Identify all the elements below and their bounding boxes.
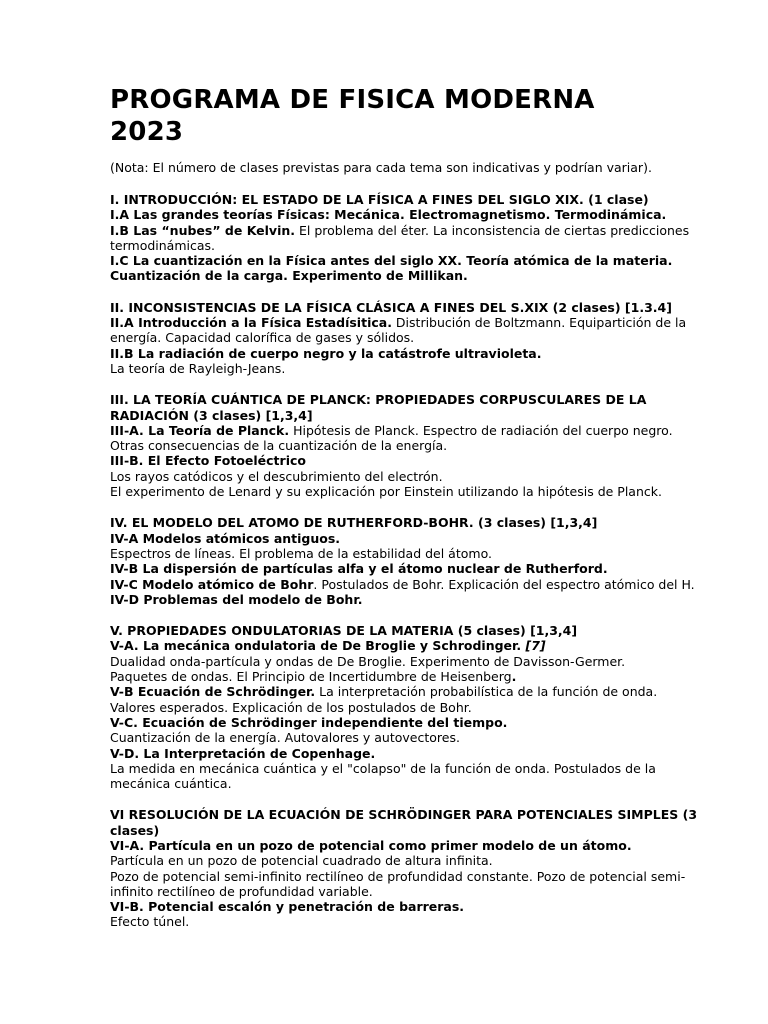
section-line <box>110 315 705 330</box>
line-text: El experimento de Lenard y su explicación por Einstein utilizando la hipótesis de Planck. <box>110 484 662 500</box>
subsection-title: III-A. La Teoría de Planck. <box>110 422 290 438</box>
line-text: Paquetes de ondas. El Principio de Incertidumbre de Heisenberg <box>110 669 512 685</box>
section-heading-continued: RADIACIÓN (3 clases) [1,3,4] <box>110 407 313 423</box>
section-line <box>110 776 705 791</box>
section-line <box>110 253 705 268</box>
section-heading: V. PROPIEDADES ONDULATORIAS DE LA MATERIA (5 clases) [1,3,4] <box>110 623 578 639</box>
line-text: El problema del éter. La inconsistencia de ciertas predicciones <box>295 222 690 238</box>
line-text: mecánica cuántica. <box>110 776 232 792</box>
section-s3 <box>110 392 705 499</box>
section-line <box>110 684 705 699</box>
subsection-title: V-D. La Interpretación de Copenhage. <box>110 745 376 761</box>
subsection-title: IV-D Problemas del modelo de Bohr. <box>110 591 363 607</box>
section-line <box>110 453 705 468</box>
section-line <box>110 592 705 607</box>
subsection-title: Cuantización de la carga. Experimento de Millikan. <box>110 268 468 284</box>
line-text: Dualidad onda-partícula y ondas de De Broglie. Experimento de Davisson-Germer. <box>110 653 626 669</box>
section-heading-continued: clases) <box>110 822 160 838</box>
section-heading: VI RESOLUCIÓN DE LA ECUACIÓN DE SCHRÖDINGER PARA POTENCIALES SIMPLES (3 <box>110 807 698 823</box>
section-line <box>110 700 705 715</box>
section-line <box>110 638 705 653</box>
line-text: La interpretación probabilística de la función de onda. <box>315 684 658 700</box>
sections-container <box>110 192 705 930</box>
subsection-title: V-A. La mecánica ondulatoria de De Broglie y Schrodinger. <box>110 638 522 654</box>
document-page <box>110 84 705 946</box>
subsection-title: VI-A. Partícula en un pozo de potencial como primer modelo de un átomo. <box>110 837 632 853</box>
section-line <box>110 469 705 484</box>
section-s6 <box>110 807 705 929</box>
subsection-title: V-C. Ecuación de Schrödinger independiente del tiempo. <box>110 714 508 730</box>
note-text: (Nota: El número de clases previstas para cada tema son indicativas y podrían variar). <box>110 160 652 175</box>
line-text: La teoría de Rayleigh-Jeans. <box>110 360 286 376</box>
line-text: Cuantización de la energía. Autovalores y autovectores. <box>110 730 460 746</box>
section-line <box>110 346 705 361</box>
section-line <box>110 330 705 345</box>
section-line <box>110 654 705 669</box>
subsection-title: II.A Introducción a la Física Estadísitica. <box>110 315 392 331</box>
section-line <box>110 869 705 884</box>
section-line <box>110 884 705 899</box>
section-s2 <box>110 300 705 376</box>
line-text: . Postulados de Bohr. Explicación del espectro atómico del H. <box>313 576 695 592</box>
reference-marker: [7] <box>521 638 546 654</box>
subsection-title: IV-B La dispersión de partículas alfa y el átomo nuclear de Rutherford. <box>110 561 608 577</box>
section-line <box>110 268 705 283</box>
section-line <box>110 438 705 453</box>
line-text: termodinámicas. <box>110 237 215 253</box>
line-text: Efecto túnel. <box>110 914 190 930</box>
section-s4 <box>110 515 705 607</box>
section-line <box>110 546 705 561</box>
section-heading: III. LA TEORÍA CUÁNTICA DE PLANCK: PROPIEDADES CORPUSCULARES DE LA <box>110 392 647 408</box>
line-text: Otras consecuencias de la cuantización de la energía. <box>110 438 448 454</box>
line-text: Partícula en un pozo de potencial cuadrado de altura infinita. <box>110 853 493 869</box>
section-line <box>110 669 705 684</box>
line-text: Pozo de potencial semi-infinito rectilíneo de profundidad constante. Pozo de potencial semi- <box>110 868 686 884</box>
line-text: Los rayos catódicos y el descubrimiento del electrón. <box>110 468 443 484</box>
subsection-title: IV-A Modelos atómicos antiguos. <box>110 530 341 546</box>
section-line <box>110 423 705 438</box>
section-line <box>110 238 705 253</box>
document-title <box>110 84 705 148</box>
section-heading: II. INCONSISTENCIAS DE LA FÍSICA CLÁSICA A FINES DEL S.XIX (2 clases) [1.3.4] <box>110 299 672 315</box>
section-heading: I. INTRODUCCIÓN: EL ESTADO DE LA FÍSICA A FINES DEL SIGLO XIX. (1 clase) <box>110 192 649 207</box>
subsection-title: I.A Las grandes teorías Físicas: Mecánica. Electromagnetismo. Termodinámica. <box>110 207 667 223</box>
section-line <box>110 577 705 592</box>
section-line <box>110 761 705 776</box>
section-s1 <box>110 192 705 284</box>
section-line <box>110 361 705 376</box>
subsection-title: III-B. El Efecto Fotoeléctrico <box>110 453 306 469</box>
section-line <box>110 838 705 853</box>
section-heading: IV. EL MODELO DEL ATOMO DE RUTHERFORD-BOHR. (3 clases) [1,3,4] <box>110 515 598 531</box>
section-line <box>110 207 705 222</box>
section-line <box>110 561 705 576</box>
section-line <box>110 746 705 761</box>
subsection-title: IV-C Modelo atómico de Bohr <box>110 576 314 592</box>
line-text: La medida en mecánica cuántica y el "colapso" de la función de onda. Postulados de la <box>110 760 656 776</box>
line-text: Valores esperados. Explicación de los postulados de Bohr. <box>110 699 472 715</box>
subsection-title: I.C La cuantización en la Física antes del siglo XX. Teoría atómica de la materia. <box>110 253 673 269</box>
section-line <box>110 531 705 546</box>
section-line <box>110 715 705 730</box>
section-line <box>110 730 705 745</box>
section-s5 <box>110 623 705 791</box>
section-line <box>110 484 705 499</box>
title-line-2: 2023 <box>110 117 184 147</box>
subsection-title: VI-B. Potencial escalón y penetración de barreras. <box>110 899 465 915</box>
section-line <box>110 853 705 868</box>
line-text: Distribución de Boltzmann. Equipartición de la <box>391 315 687 331</box>
line-text: infinito rectilíneo de profundidad variable. <box>110 883 373 899</box>
subsection-title: II.B La radiación de cuerpo negro y la catástrofe ultravioleta. <box>110 345 542 361</box>
section-line <box>110 899 705 914</box>
line-tail: . <box>511 669 517 685</box>
line-text: Espectros de líneas. El problema de la estabilidad del átomo. <box>110 545 492 561</box>
subsection-title: V-B Ecuación de Schrödinger. <box>110 684 316 700</box>
line-text: Hipótesis de Planck. Espectro de radiación del cuerpo negro. <box>289 422 673 438</box>
section-line <box>110 914 705 929</box>
section-line <box>110 223 705 238</box>
line-text: energía. Capacidad calorífica de gases y sólidos. <box>110 330 415 346</box>
title-line-1: PROGRAMA DE FISICA MODERNA <box>110 85 595 115</box>
subsection-title: I.B Las “nubes” de Kelvin. <box>110 222 296 238</box>
